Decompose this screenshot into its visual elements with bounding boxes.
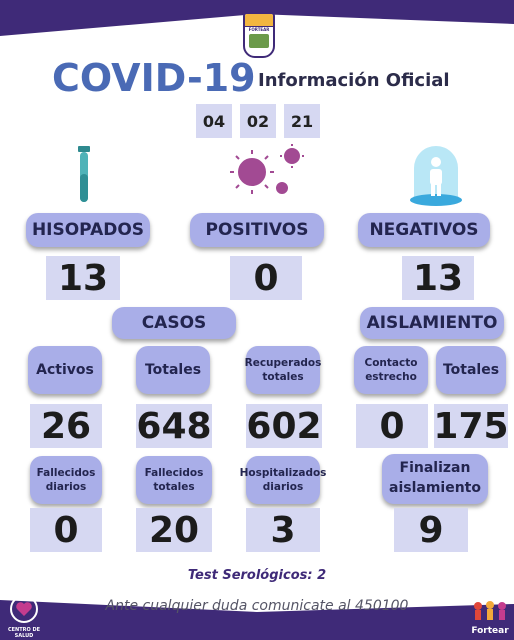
page-subtitle: Información Oficial	[258, 70, 450, 91]
finalizan-aislamiento-value: 9	[394, 508, 468, 552]
fortear-figures-icon	[470, 600, 510, 622]
negativos-value: 13	[402, 256, 474, 300]
fortear-text: Fortear	[471, 626, 509, 636]
fortear-logo	[470, 600, 510, 636]
fallecidos-diarios-value: 0	[30, 508, 102, 552]
municipal-crest-logo	[243, 12, 275, 58]
aislamiento-totales-label: Totales	[436, 346, 506, 394]
fallecidos-totales-label: Fallecidos totales	[136, 456, 212, 504]
hospitalizados-value: 3	[246, 508, 320, 552]
fallecidos-totales-value: 20	[136, 508, 212, 552]
person-dome-icon	[408, 142, 464, 208]
activos-label: Activos	[28, 346, 102, 394]
page-title: COVID-19	[52, 56, 256, 100]
contacto-estrecho-label: Contacto estrecho	[354, 346, 428, 394]
crest-text: FORTEAR	[248, 27, 270, 32]
fallecidos-diarios-label: Fallecidos diarios	[30, 456, 102, 504]
positivos-label: POSITIVOS	[190, 213, 324, 247]
virus-icon	[222, 140, 312, 200]
hisopados-label: HISOPADOS	[26, 213, 150, 247]
negativos-label: NEGATIVOS	[358, 213, 490, 247]
date-year: 21	[284, 104, 320, 138]
test-serologicos-text: Test Serológicos: 2	[187, 568, 327, 583]
aislamiento-section-label: AISLAMIENTO	[360, 307, 504, 339]
contacto-estrecho-value: 0	[356, 404, 428, 448]
stethoscope-heart-icon	[4, 594, 44, 624]
activos-value: 26	[30, 404, 102, 448]
date-month: 02	[240, 104, 276, 138]
date-day: 04	[196, 104, 232, 138]
centro-de-salud-text: CENTRO DE SALUD	[7, 627, 41, 639]
test-tube-icon	[72, 144, 96, 208]
hisopados-value: 13	[46, 256, 120, 300]
hospitalizados-label: Hospitalizados diarios	[246, 456, 320, 504]
casos-section-label: CASOS	[112, 307, 236, 339]
finalizan-aislamiento-label: Finalizan aislamiento	[382, 454, 488, 504]
casos-totales-label: Totales	[136, 346, 210, 394]
casos-totales-value: 648	[136, 405, 212, 447]
centro-de-salud-logo	[4, 594, 44, 639]
positivos-value: 0	[230, 256, 302, 300]
recuperados-value: 602	[246, 405, 322, 447]
aislamiento-totales-value: 175	[433, 405, 509, 447]
contact-text: Ante cualquier duda comunicate al 450100	[105, 598, 409, 614]
recuperados-label: Recuperados totales	[246, 346, 320, 394]
